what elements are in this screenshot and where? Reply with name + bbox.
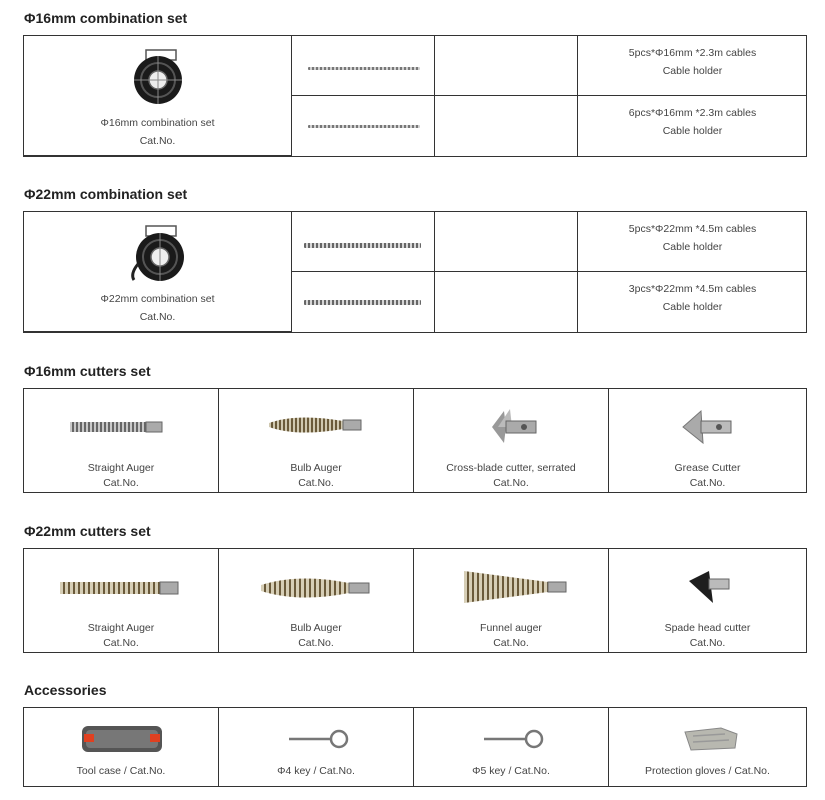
cable-image-cell	[292, 272, 435, 332]
cutter-cat: Cat.No.	[689, 477, 726, 489]
accessory-label: Tool case / Cat.No.	[76, 765, 166, 777]
table-16mm-cutters	[23, 388, 807, 493]
tool-case-image	[80, 722, 164, 756]
empty-cell	[435, 212, 578, 272]
spec-cell	[578, 96, 807, 156]
accessory-cell	[219, 708, 414, 786]
accessory-cell	[414, 708, 609, 786]
cable-spec: 3pcs*Φ22mm *4.5m cables	[628, 283, 757, 295]
spec-cell	[578, 272, 807, 332]
cutter-cell	[609, 389, 806, 492]
section-title-16mm-combination: Φ16mm combination set	[24, 10, 188, 26]
accessory-cell	[609, 708, 806, 786]
accessory-label: Φ4 key / Cat.No.	[277, 765, 355, 777]
cutter-cat: Cat.No.	[298, 477, 334, 489]
empty-cell	[435, 272, 578, 332]
table-22mm-combination	[23, 211, 807, 333]
cutter-name: Bulb Auger	[290, 462, 342, 474]
holder-label: Cable holder	[662, 125, 723, 137]
spec-cell	[578, 212, 807, 272]
cable-image	[304, 243, 421, 248]
cutter-name: Spade head cutter	[664, 622, 751, 634]
product-name: Φ16mm combination set	[100, 117, 215, 129]
cutter-cat: Cat.No.	[298, 637, 334, 649]
cutter-cell	[219, 549, 414, 652]
accessory-cell	[24, 708, 219, 786]
cutter-cat: Cat.No.	[493, 637, 529, 649]
table-accessories	[23, 707, 807, 787]
bulb-auger-image	[259, 575, 371, 601]
product-cell	[24, 36, 292, 156]
cutter-cell	[24, 389, 219, 492]
cutter-name: Straight Auger	[87, 462, 155, 474]
bulb-auger-image	[267, 413, 363, 437]
cable-spec: 5pcs*Φ16mm *2.3m cables	[628, 47, 757, 59]
product-name: Φ22mm combination set	[100, 293, 215, 305]
accessory-label: Protection gloves / Cat.No.	[645, 765, 770, 777]
key-5-image	[482, 728, 546, 750]
cable-reel-image	[128, 48, 188, 106]
accessory-label: Φ5 key / Cat.No.	[472, 765, 550, 777]
cutter-cell	[24, 549, 219, 652]
section-title-22mm-cutters: Φ22mm cutters set	[24, 523, 151, 539]
product-cell	[24, 212, 292, 332]
cable-image	[308, 125, 420, 128]
cutter-cat: Cat.No.	[493, 477, 529, 489]
cutter-name: Cross-blade cutter, serrated	[446, 462, 576, 474]
grease-cutter-image	[679, 409, 735, 445]
cutter-name: Bulb Auger	[290, 622, 342, 634]
section-title-22mm-combination: Φ22mm combination set	[24, 186, 188, 202]
cross-blade-cutter-image	[484, 407, 540, 447]
cable-image-cell	[292, 96, 435, 156]
cable-image-cell	[292, 36, 435, 96]
empty-cell	[435, 36, 578, 96]
empty-cell	[435, 96, 578, 156]
spade-head-cutter-image	[685, 567, 731, 607]
cable-image-cell	[292, 212, 435, 272]
cable-reel-image	[128, 224, 190, 284]
table-16mm-combination	[23, 35, 807, 157]
cutter-name: Straight Auger	[87, 622, 155, 634]
cable-image	[308, 67, 420, 70]
product-cat: Cat.No.	[139, 311, 176, 323]
cutter-name: Funnel auger	[480, 622, 542, 634]
cutter-cat: Cat.No.	[103, 477, 139, 489]
cutter-cell	[219, 389, 414, 492]
cutter-cat: Cat.No.	[103, 637, 139, 649]
straight-auger-image	[68, 419, 164, 435]
holder-label: Cable holder	[662, 301, 723, 313]
section-title-16mm-cutters: Φ16mm cutters set	[24, 363, 151, 379]
cutter-cell	[414, 549, 609, 652]
holder-label: Cable holder	[662, 65, 723, 77]
section-title-accessories: Accessories	[24, 682, 107, 698]
cutter-name: Grease Cutter	[674, 462, 741, 474]
spec-cell	[578, 36, 807, 96]
key-4-image	[287, 728, 351, 750]
cable-image	[304, 300, 421, 305]
cable-spec: 6pcs*Φ16mm *2.3m cables	[628, 107, 757, 119]
cutter-cell	[414, 389, 609, 492]
protection-gloves-image	[681, 724, 741, 754]
funnel-auger-image	[462, 569, 568, 605]
holder-label: Cable holder	[662, 241, 723, 253]
product-cat: Cat.No.	[139, 135, 176, 147]
cable-spec: 5pcs*Φ22mm *4.5m cables	[628, 223, 757, 235]
cutter-cell	[609, 549, 806, 652]
table-22mm-cutters	[23, 548, 807, 653]
cutter-cat: Cat.No.	[689, 637, 726, 649]
straight-auger-image	[58, 579, 180, 597]
